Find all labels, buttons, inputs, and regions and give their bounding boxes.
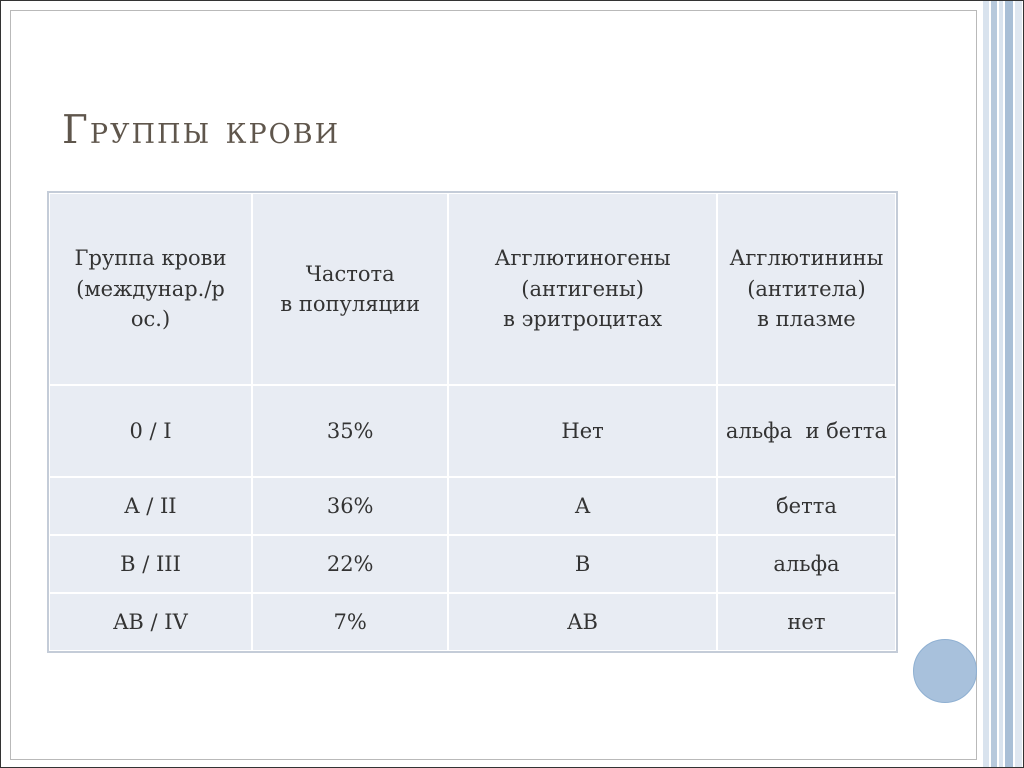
stripe	[983, 1, 989, 767]
header-line: в плазме	[757, 307, 856, 332]
header-line: Агглютинины	[729, 246, 884, 271]
header-line: в популяции	[280, 292, 420, 316]
stripe	[1015, 1, 1022, 767]
header-cell-frequency	[252, 193, 448, 385]
table-cell: A	[448, 477, 717, 535]
table-cell: альфа и бетта	[717, 385, 896, 477]
blood-groups-table	[48, 192, 897, 652]
table-cell: AB / IV	[49, 593, 252, 651]
table-cell: 35%	[252, 385, 448, 477]
table-row	[49, 385, 896, 477]
table-cell: 0 / I	[49, 385, 252, 477]
header-cell-agglutinogens	[448, 193, 717, 385]
decorative-circle	[913, 639, 977, 703]
table-header-row	[49, 193, 896, 385]
stripe	[999, 1, 1003, 767]
header-line: ос.)	[130, 307, 171, 332]
header-line: (антитела)	[747, 276, 866, 301]
table-cell: AB	[448, 593, 717, 651]
table-cell: A / II	[49, 477, 252, 535]
table-cell: 36%	[252, 477, 448, 535]
table-row	[49, 477, 896, 535]
decorative-stripes	[983, 1, 1023, 767]
table-row	[49, 535, 896, 593]
table-cell: бетта	[717, 477, 896, 535]
table-cell: нет	[717, 593, 896, 651]
stripe	[991, 1, 997, 767]
header-line: (антигены)	[521, 276, 644, 301]
header-cell-blood-group	[49, 193, 252, 385]
slide-title: Группы крови	[62, 108, 341, 153]
table-cell: B	[448, 535, 717, 593]
header-line: (междунар./р	[76, 276, 225, 301]
table-cell: 7%	[252, 593, 448, 651]
table-cell: 22%	[252, 535, 448, 593]
header-line: Агглютиногены	[494, 246, 671, 271]
header-cell-agglutinins	[717, 193, 896, 385]
table-cell: Нет	[448, 385, 717, 477]
header-line: Частота	[305, 261, 395, 286]
header-line: Группа крови	[74, 246, 227, 271]
header-line: в эритроцитах	[503, 307, 663, 332]
table-row	[49, 593, 896, 651]
stripe	[1005, 1, 1013, 767]
table-cell: альфа	[717, 535, 896, 593]
table-cell: B / III	[49, 535, 252, 593]
